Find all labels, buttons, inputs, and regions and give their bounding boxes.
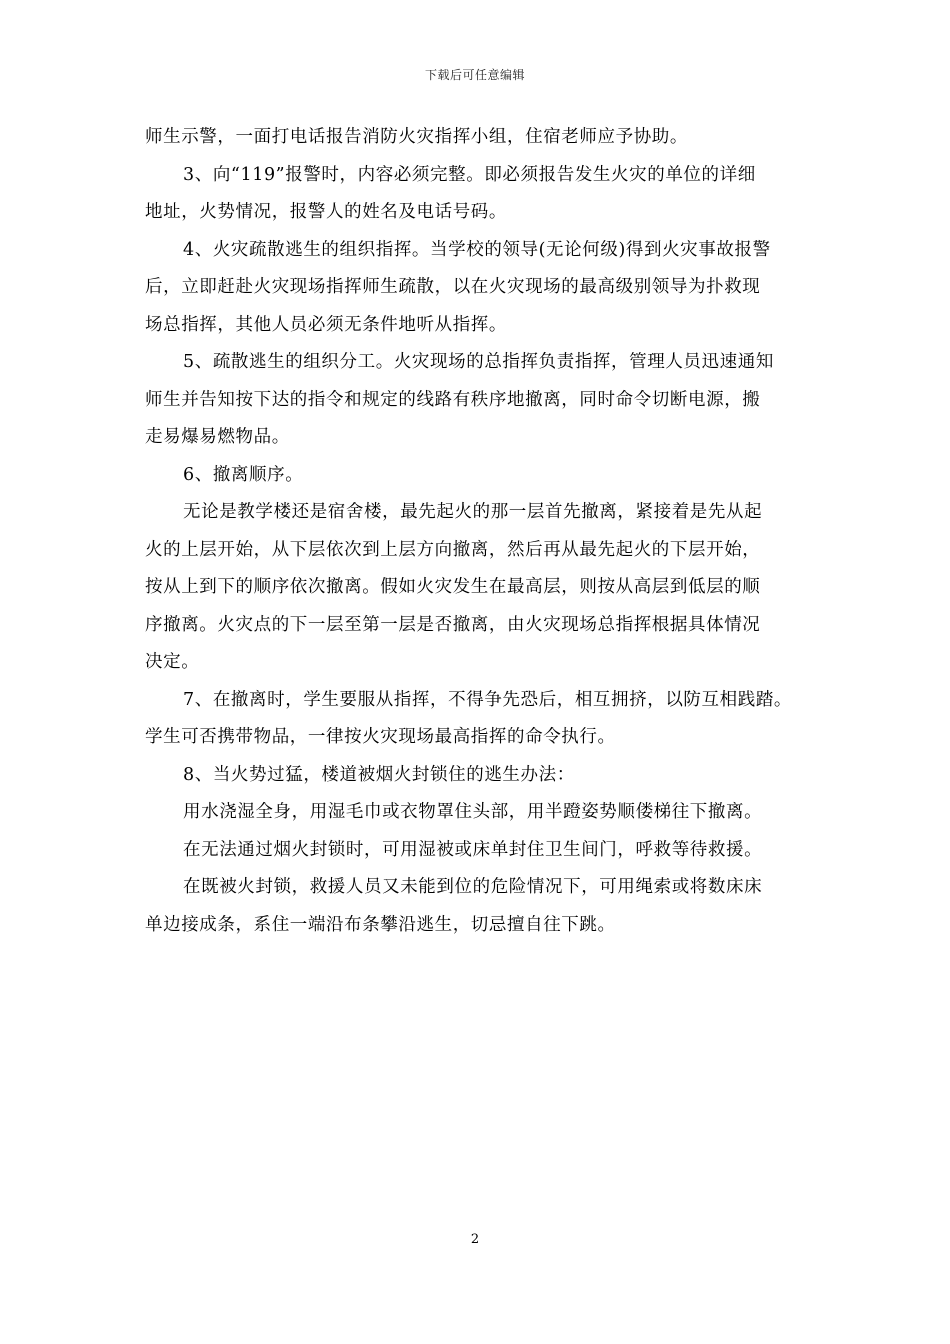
document-body: [145, 119, 815, 944]
text-line: 在无法通过烟火封锁时，可用湿被或床单封住卫生间门，呼救等待救援。: [183, 839, 763, 860]
text-line: 场总指挥，其他人员必须无条件地听从指挥。: [145, 314, 507, 335]
text-line: 4、火灾疏散逃生的组织指挥。当学校的领导(无论何级)得到火灾事故报警: [183, 239, 771, 260]
text-line: 火的上层开始，从下层依次到上层方向撤离，然后再从最先起火的下层开始，: [145, 539, 761, 560]
text-line: 8、当火势过猛，楼道被烟火封锁住的逃生办法：: [183, 764, 575, 785]
text-line: 6、撤离顺序。: [183, 464, 304, 485]
text-line: 地址，火势情况，报警人的姓名及电话号码。: [145, 202, 507, 222]
text-line: 7、在撤离时，学生要服从指挥，不得争先恐后，相互拥挤，以防互相践踏。: [183, 689, 793, 710]
text-line: 后，立即赶赴火灾现场指挥师生疏散，以在火灾现场的最高级别领导为扑救现: [145, 277, 761, 297]
text-line: 无论是教学楼还是宿舍楼，最先起火的那一层首先撤离，紧接着是先从起: [183, 502, 763, 522]
text-line: 在既被火封锁，救援人员又未能到位的危险情况下，可用绳索或将数床床: [183, 877, 763, 897]
text-line: 5、疏散逃生的组织分工。火灾现场的总指挥负责指挥，管理人员迅速通知: [183, 352, 774, 372]
text-line: 按从上到下的顺序依次撤离。假如火灾发生在最高层，则按从高层到低层的顺: [145, 577, 761, 597]
text-line: 用水浇湿全身，用湿毛巾或衣物罩住头部，用半蹬姿势顺偻梯往下撤离。: [183, 802, 763, 822]
text-line: 师生并告知按下达的指令和规定的线路有秩序地撤离，同时命令切断电源，搬: [145, 389, 761, 410]
text-line: 决定。: [145, 652, 200, 672]
text-line: 学生可否携带物品，一律按火灾现场最高指挥的命令执行。: [145, 727, 616, 747]
header-note: 下载后可任意编辑: [424, 68, 525, 82]
page-number: 2: [470, 1232, 480, 1247]
text-line: 单边接成条，系住一端沿布条攀沿逃生，切忌擅自往下跳。: [145, 914, 616, 935]
text-line: 序撤离。火灾点的下一层至第一层是否撤离，由火灾现场总指挥根据具体情况: [145, 614, 761, 635]
text-line: 师生示警，一面打电话报告消防火灾指挥小组，住宿老师应予协助。: [145, 127, 688, 147]
text-line: 走易爆易燃物品。: [145, 427, 290, 447]
text-line: 3、向“119”报警时，内容必须完整。即必须报告发生火灾的单位的详细: [183, 164, 756, 185]
